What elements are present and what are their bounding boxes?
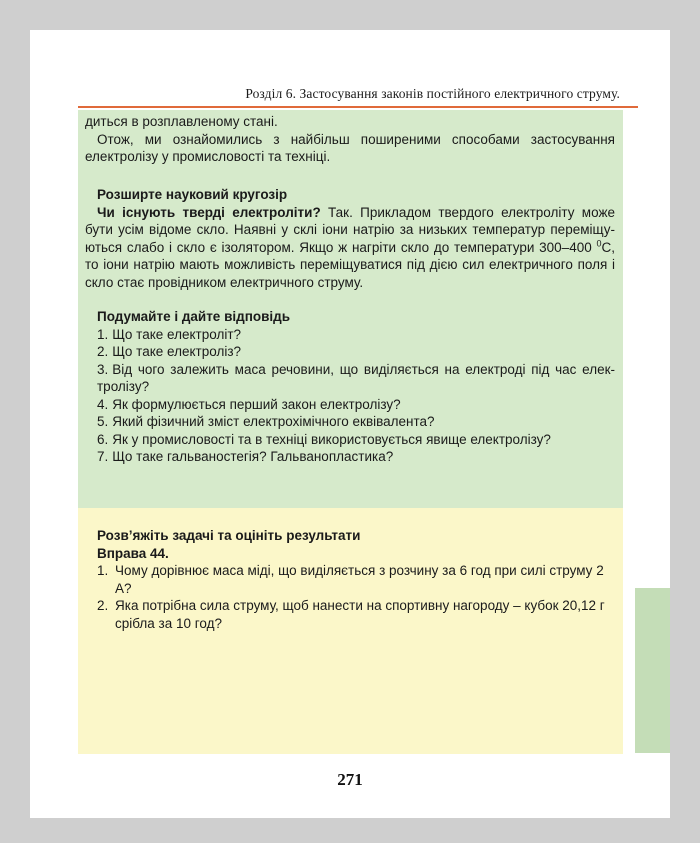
- header-divider: [78, 106, 638, 108]
- question-text: Що таке електроліз?: [112, 344, 242, 359]
- intro-line-1: диться в розплавленому стані.: [85, 114, 278, 129]
- question-item: [85, 413, 615, 431]
- side-tab: [635, 588, 670, 753]
- question-number: 2.: [97, 344, 109, 359]
- question-text: Як формулюється перший закон електролізу?: [112, 396, 401, 412]
- task-number: 1.: [97, 563, 109, 578]
- science-text-2: С, то іони натрію мають можливість переміщуватися під дією сил електричного поля і скло стає провідником електричного струму.: [85, 239, 615, 290]
- intro-line-2: Отож, ми ознайомились з найбільш поширеними способами застосування електролізу у промисловості та техніці.: [85, 131, 615, 164]
- question-number: 5.: [97, 414, 109, 429]
- question-item: [85, 396, 615, 414]
- question-text: Який фізичний зміст електрохімічного еквівалента?: [112, 414, 435, 429]
- tasks-heading: Розв’яжіть задачі та оцініть результати: [97, 528, 361, 543]
- question-number: 3.: [97, 361, 109, 377]
- question-text: Що таке гальваностегія? Гальванопластика?: [112, 449, 394, 464]
- intro-block: [85, 113, 615, 166]
- question-text: Як у промисловості та в техніці використовується явище електролізу?: [112, 431, 551, 447]
- question-item: [85, 343, 615, 361]
- think-block: [85, 308, 615, 466]
- tasks-block: [85, 527, 615, 632]
- task-item: [85, 562, 615, 597]
- question-number: 6.: [97, 431, 109, 447]
- task-number: 2.: [97, 598, 109, 613]
- science-question: Чи існують тверді електроліти?: [97, 204, 321, 220]
- science-block: [85, 186, 615, 291]
- question-item: [85, 448, 615, 466]
- science-paragraph: [85, 204, 615, 292]
- question-item: [85, 361, 615, 396]
- chapter-header: Розділ 6. Застосування законів постійного електричного струму.: [245, 86, 620, 101]
- question-number: 4.: [97, 396, 109, 412]
- question-item: [85, 326, 615, 344]
- question-item: [85, 431, 615, 449]
- question-text: Від чого залежить маса речовини, що виділяється на електроді під час елек-тролізу?: [97, 361, 615, 394]
- think-heading: Подумайте і дайте відповідь: [97, 309, 291, 324]
- science-heading: Розширте науковий кругозір: [97, 187, 288, 202]
- page-number: 271: [337, 770, 363, 789]
- task-item: [85, 597, 615, 632]
- question-number: 1.: [97, 326, 109, 342]
- exercise-label: Вправа 44.: [97, 545, 169, 561]
- task-text: Яка потрібна сила струму, щоб нанести на спортивну нагороду – кубок 20,12 г срібла за 10 год?: [115, 598, 605, 631]
- degree-superscript: 0: [596, 238, 602, 248]
- question-list: [85, 326, 615, 466]
- task-text: Чому дорівнює маса міді, що виділяється з розчину за 6 год при силі струму 2 А?: [115, 563, 604, 596]
- science-text-1: Так. Прикладом твердого електроліту може бути усім відоме скло. Наявні у склі іони натрію за низьких температур переміщу-ються слабо і скло є ізолятором. Якщо ж нагріти скло до температури 300–400: [85, 204, 615, 255]
- question-number: 7.: [97, 449, 109, 464]
- question-text: Що таке електроліт?: [112, 326, 242, 342]
